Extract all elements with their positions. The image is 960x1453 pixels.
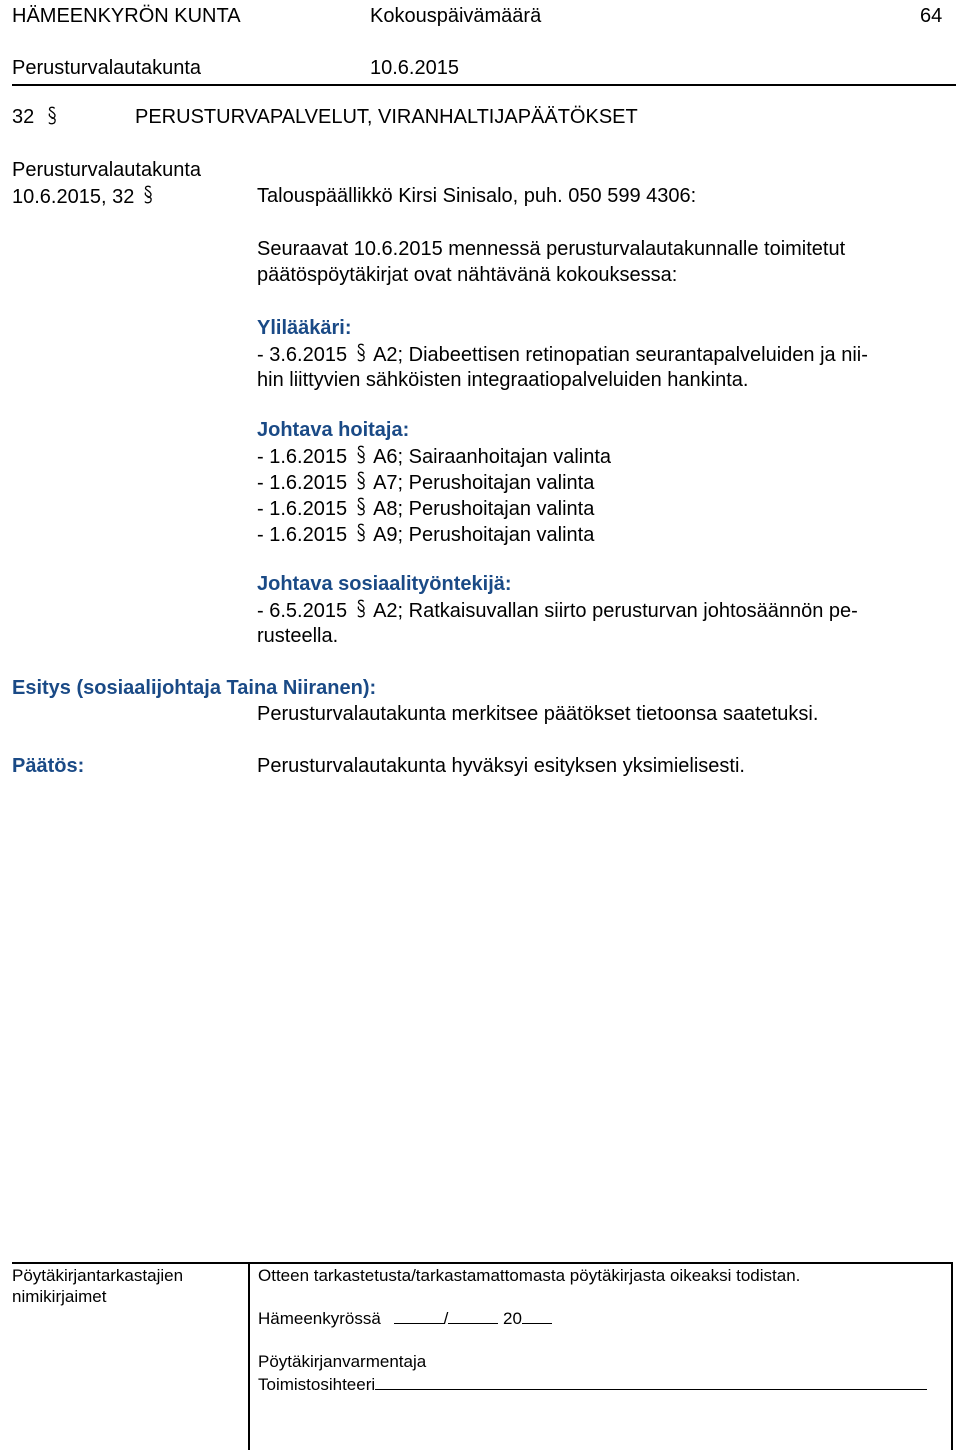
footer-year: 20 (503, 1309, 522, 1328)
item-date: - 1.6.2015 (257, 524, 348, 546)
footer-blank-day (394, 1309, 444, 1324)
footer-left-line-1: Pöytäkirjantarkastajien (12, 1266, 184, 1285)
footer-signature-blank (375, 1375, 927, 1390)
footer-officer-line (258, 1375, 927, 1395)
esitys-label: Esitys (sosiaalijohtaja Taina Niiranen): (12, 677, 377, 699)
paatos-text: Perusturvalautakunta hyväksyi esityksen yksimielisesti. (257, 755, 745, 777)
footer-certification: Otteen tarkastetusta/tarkastamattomasta pöytäkirjasta oikeaksi todistan. (258, 1266, 801, 1285)
section-sign-icon (353, 344, 369, 366)
footer-divider-left (248, 1262, 250, 1450)
footer-place-line (258, 1309, 552, 1329)
ref-date (12, 184, 156, 209)
footer-place: Hämeenkyrössä (258, 1309, 381, 1328)
footer-divider-right (951, 1262, 953, 1450)
section-sign-icon (140, 186, 156, 208)
item-text: A8; Perushoitajan valinta (373, 498, 595, 520)
footer-verifier: Pöytäkirjanvarmentaja (258, 1352, 427, 1371)
heading-johtava-hoitaja: Johtava hoitaja: (257, 419, 410, 441)
footer-left-line-2: nimikirjaimet (12, 1287, 107, 1306)
header-committee: Perusturvalautakunta (12, 57, 202, 79)
header-date: 10.6.2015 (370, 57, 459, 79)
section-sign-icon (44, 105, 60, 130)
footer-top-rule (12, 1262, 952, 1264)
item-date: - 1.6.2015 (257, 446, 348, 468)
paatos-label: Päätös: (12, 755, 85, 777)
sosiaalityontekija-item-1-cont: rusteella. (257, 625, 339, 647)
ylilaakari-item-1 (257, 342, 868, 367)
footer-officer: Toimistosihteeri (258, 1375, 376, 1394)
ylilaakari-item-1-cont: hin liittyvien sähköisten integraatiopalveluiden hankinta. (257, 369, 749, 391)
footer-blank-year (522, 1309, 552, 1324)
sosiaalityontekija-item-1 (257, 598, 858, 623)
hoitaja-item (257, 522, 594, 547)
ref-presenter: Talouspäällikkö Kirsi Sinisalo, puh. 050 599 4306: (257, 185, 697, 207)
item-text: A2; Ratkaisuvallan siirto perusturvan johtosäännön pe- (373, 600, 858, 622)
intro-line-1: Seuraavat 10.6.2015 mennessä perusturvalautakunnalle toimitetut (257, 238, 846, 260)
section-sign-icon (353, 446, 369, 468)
header-divider (12, 84, 956, 86)
ref-date-text: 10.6.2015, 32 (12, 186, 135, 208)
item-text: A9; Perushoitajan valinta (373, 524, 595, 546)
esitys-text: Perusturvalautakunta merkitsee päätökset tietoonsa saatetuksi. (257, 703, 819, 725)
section-sign-icon (353, 524, 369, 546)
hoitaja-item (257, 470, 594, 495)
header-org: HÄMEENKYRÖN KUNTA (12, 5, 241, 27)
header-page-number: 64 (920, 5, 943, 27)
section-sign-icon (353, 472, 369, 494)
header-doc-type: Kokouspäivämäärä (370, 5, 542, 27)
hoitaja-item (257, 444, 611, 469)
heading-johtava-sosiaalityontekija: Johtava sosiaalityöntekijä: (257, 573, 512, 595)
footer-slash: / (443, 1309, 449, 1328)
section-number: 32 (12, 106, 35, 128)
item-date: - 1.6.2015 (257, 472, 348, 494)
item-text: A2; Diabeettisen retinopatian seurantapalveluiden ja nii- (373, 344, 868, 366)
item-date: - 1.6.2015 (257, 498, 348, 520)
ref-committee: Perusturvalautakunta (12, 159, 202, 181)
item-date: - 3.6.2015 (257, 344, 348, 366)
heading-ylilaakari: Ylilääkäri: (257, 317, 352, 339)
footer-blank-month (448, 1309, 498, 1324)
item-date: - 6.5.2015 (257, 600, 348, 622)
section-title: PERUSTURVAPALVELUT, VIRANHALTIJAPÄÄTÖKSET (135, 106, 638, 128)
item-text: A6; Sairaanhoitajan valinta (373, 446, 612, 468)
item-text: A7; Perushoitajan valinta (373, 472, 595, 494)
section-sign-icon (353, 600, 369, 622)
section-sign-icon (353, 498, 369, 520)
intro-line-2: päätöspöytäkirjat ovat nähtävänä kokouksessa: (257, 264, 678, 286)
hoitaja-item (257, 496, 594, 521)
